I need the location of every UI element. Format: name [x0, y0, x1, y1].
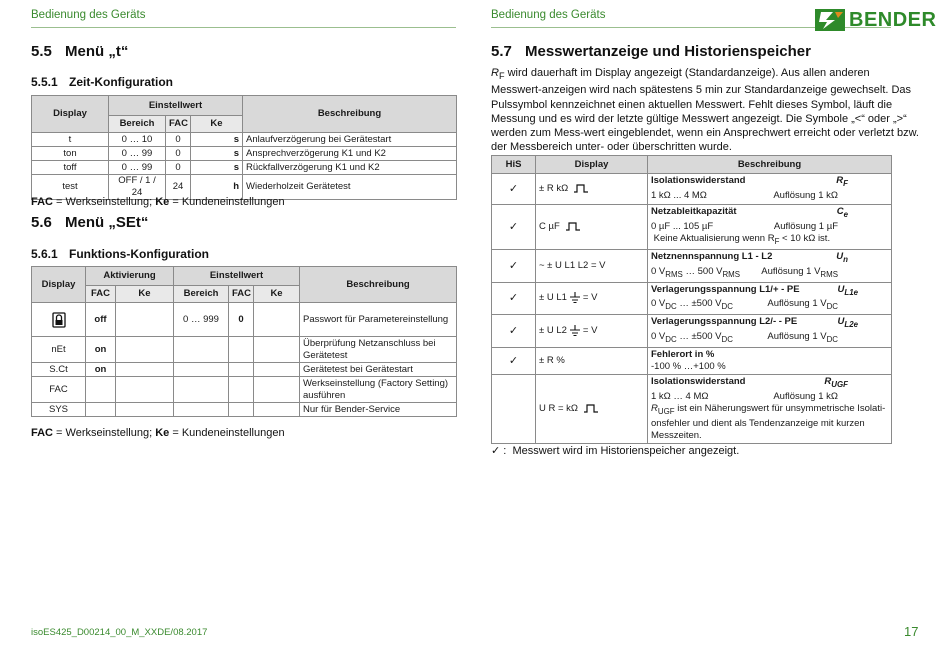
- measurement-table: [491, 155, 892, 444]
- cell-ke-unit: s: [191, 133, 243, 147]
- cell-description: Anlaufverzögerung bei Gerätestart: [243, 133, 457, 147]
- cell-display: ~ ± U L1 L2 = V: [536, 249, 648, 282]
- legend-note-2: [31, 427, 285, 439]
- cell-display: [32, 303, 86, 337]
- display-unit: = V: [582, 325, 598, 337]
- display-text: ± U L2: [539, 325, 567, 337]
- desc-symbol: R: [824, 376, 832, 388]
- paragraph-text: wird dauerhaft im Display angezeigt (Standardanzeige). Aus allen anderen Messwert-anzeigen wird nach spätestens 5 min zur Standardanzeige gewechselt. Das Pulssymbol kennzeichnet einen aktuellen Messwert. Fehlt dieses Symbol, läuft die Messung und es wird der letzte gültige Messwert angezeigt. Die Symbole „<“ oder „>“ werden zum Mess-wert eingeblendet, wenn ein Ansprechwert erreicht oder verletzt bzw. der Messbereich unter- oder überschritten wurde.: [491, 67, 919, 154]
- cell-description: [648, 315, 892, 348]
- history-check-icon: ✓: [492, 315, 536, 348]
- desc-note-text: Keine Aktualisierung wenn R: [653, 232, 775, 244]
- cell-ke: [254, 377, 300, 403]
- range-max: … ±500 V: [676, 298, 722, 310]
- display-unit: = V: [582, 292, 598, 304]
- cell-display: [536, 174, 648, 205]
- cell-ke: [254, 337, 300, 363]
- cell-fac: [229, 403, 254, 417]
- section-title: Menü „SEt“: [65, 214, 149, 231]
- col-fac: FAC: [229, 286, 254, 303]
- cell-description: [648, 282, 892, 315]
- cell-range: 0 … 999: [174, 303, 229, 337]
- section-5-7-heading: [491, 43, 811, 60]
- cell-act-ke: [116, 377, 174, 403]
- ground-icon: [570, 325, 580, 336]
- table-row: [32, 377, 457, 403]
- range-min: 0 V: [651, 265, 666, 277]
- cell-display: toff: [32, 161, 109, 175]
- desc-resolution: Auflösung 1 µF: [773, 220, 838, 232]
- desc-note-sub: F: [774, 236, 780, 246]
- cell-range: 0 … 10: [109, 133, 166, 147]
- resolution-text: Auflösung 1 V: [767, 298, 827, 310]
- cell-act-ke: [116, 337, 174, 363]
- col-description: Beschreibung: [300, 267, 457, 303]
- table-row: [492, 205, 892, 250]
- cell-display: ± R %: [536, 348, 648, 375]
- history-check-icon: ✓: [492, 205, 536, 250]
- desc-title: Verlagerungsspannung L2/- - PE: [651, 316, 798, 328]
- cell-act-ke: [116, 303, 174, 337]
- page-number: 17: [904, 624, 919, 639]
- history-check-icon: ✓: [492, 348, 536, 375]
- cell-display: nEt: [32, 337, 86, 363]
- note-fac: FAC: [31, 196, 53, 208]
- cell-description: Rückfallverzögerung K1 und K2: [243, 161, 457, 175]
- desc-note-tail: < 10 kΩ ist.: [779, 232, 831, 244]
- col-ke: Ke: [254, 286, 300, 303]
- resolution-sub: RMS: [820, 269, 838, 279]
- pulse-icon: [574, 184, 588, 193]
- cell-display: [536, 205, 648, 250]
- resolution-sub: DC: [826, 335, 838, 345]
- desc-note: [651, 403, 888, 442]
- col-his: HiS: [492, 156, 536, 174]
- desc-symbol: U: [837, 316, 845, 328]
- desc-symbol-sub: e: [843, 209, 848, 219]
- cell-range: [174, 337, 229, 363]
- col-display: Display: [32, 267, 86, 303]
- cell-description: [648, 348, 892, 375]
- table-row: [32, 161, 457, 175]
- table-row: [492, 174, 892, 205]
- col-setting: Einstellwert: [109, 96, 243, 116]
- range-min-sub: DC: [665, 302, 677, 312]
- intro-paragraph: [491, 66, 921, 154]
- resolution-sub: DC: [826, 302, 838, 312]
- desc-symbol: U: [837, 283, 845, 295]
- cell-description: [648, 249, 892, 282]
- display-text: ± U L1: [539, 292, 567, 304]
- cell-act-fac: [86, 403, 116, 417]
- cell-ke-unit: s: [191, 161, 243, 175]
- note-ke-text: = Kundeneinstellungen: [169, 427, 285, 439]
- resolution-text: Auflösung 1 V: [761, 265, 821, 277]
- document-id: isoES425_D00214_00_M_XXDE/08.2017: [31, 627, 208, 638]
- desc-title: Netzableitkapazität: [651, 206, 737, 217]
- section-title: Zeit-Konfiguration: [69, 75, 173, 89]
- legend-text: Messwert wird im Historienspeicher angezeigt.: [512, 445, 740, 457]
- note-ke: Ke: [155, 196, 170, 208]
- cell-range: [174, 363, 229, 377]
- desc-range: [651, 331, 733, 346]
- cell-description: [648, 205, 892, 250]
- desc-resolution: Auflösung 1 kΩ: [773, 391, 838, 403]
- table-row: [32, 147, 457, 161]
- cell-act-ke: [116, 403, 174, 417]
- desc-resolution: Auflösung 1 kΩ: [773, 189, 838, 201]
- cell-display: FAC: [32, 377, 86, 403]
- cell-description: [648, 375, 892, 444]
- section-title: Menü „t“: [65, 43, 129, 60]
- desc-range: 0 µF ... 105 µF: [651, 220, 714, 232]
- cell-fac: 0: [166, 133, 191, 147]
- cell-display: [536, 282, 648, 315]
- history-check-icon: ✓: [492, 174, 536, 205]
- table-row: [32, 303, 457, 337]
- history-check-icon: ✓: [492, 282, 536, 315]
- history-check-icon: ✓: [492, 249, 536, 282]
- cell-ke-unit: h: [191, 175, 243, 200]
- cell-fac: 24: [166, 175, 191, 200]
- range-max: … 500 V: [682, 265, 723, 277]
- pulse-icon: [584, 404, 598, 413]
- cell-range: OFF / 1 / 24: [109, 175, 166, 200]
- desc-symbol-sub: n: [843, 254, 848, 264]
- table-row: [32, 403, 457, 417]
- cell-act-fac: [86, 377, 116, 403]
- bender-logo: [815, 8, 936, 32]
- check-icon: ✓ :: [491, 445, 507, 457]
- cell-act-fac: on: [86, 363, 116, 377]
- range-max: … ±500 V: [676, 331, 722, 343]
- range-max-sub: DC: [721, 302, 733, 312]
- cell-ke-unit: s: [191, 147, 243, 161]
- table-row: [492, 282, 892, 315]
- note-fac: FAC: [31, 427, 53, 439]
- col-activation: Aktivierung: [86, 267, 174, 286]
- cell-display: [536, 375, 648, 444]
- range-max-sub: DC: [721, 335, 733, 345]
- cell-display: ton: [32, 147, 109, 161]
- section-number: 5.7: [491, 43, 512, 60]
- desc-symbol: R: [836, 175, 844, 186]
- cell-fac: [229, 337, 254, 363]
- range-min: 0 V: [651, 331, 666, 343]
- col-setting: Einstellwert: [174, 267, 300, 286]
- desc-symbol: C: [836, 206, 844, 217]
- logo-text: BENDER: [849, 8, 937, 31]
- table-row: [492, 348, 892, 375]
- cell-act-ke: [116, 363, 174, 377]
- desc-symbol-sub: UGF: [831, 380, 848, 390]
- cell-display: t: [32, 133, 109, 147]
- note-ke: Ke: [155, 427, 170, 439]
- desc-note-tail: ist ein Näherungswert für unsymmetrische Isolati-onsfehler und dient als Tendenzanzeige mit kurzen Messzeiten.: [651, 403, 886, 441]
- cell-range: [174, 377, 229, 403]
- desc-range: 1 kΩ … 4 MΩ: [651, 391, 709, 403]
- cell-description: [648, 174, 892, 205]
- pulse-icon: [566, 222, 580, 231]
- desc-symbol: U: [836, 250, 844, 262]
- cell-ke: [254, 363, 300, 377]
- resolution-text: Auflösung 1 V: [767, 331, 827, 343]
- rf-subscript: F: [498, 71, 505, 82]
- section-title: Messwertanzeige und Historienspeicher: [525, 43, 811, 60]
- table-row: [492, 249, 892, 282]
- range-min-sub: DC: [665, 335, 677, 345]
- lock-icon: [52, 312, 66, 328]
- cell-fac: 0: [166, 147, 191, 161]
- desc-note-sub: UGF: [657, 406, 675, 416]
- display-text: C µF: [539, 220, 560, 232]
- table-row: [32, 133, 457, 147]
- col-display: Display: [536, 156, 648, 174]
- desc-title: Fehlerort in %: [651, 349, 715, 361]
- desc-range: [651, 298, 733, 313]
- cell-display: SYS: [32, 403, 86, 417]
- section-title: Funktions-Konfiguration: [69, 247, 209, 261]
- table-row: [32, 337, 457, 363]
- cell-range: [174, 403, 229, 417]
- table-row: [492, 375, 892, 444]
- desc-symbol-sub: L1e: [844, 287, 858, 297]
- desc-title: Verlagerungsspannung L1/+ - PE: [651, 283, 800, 295]
- cell-act-fac: on: [86, 337, 116, 363]
- desc-symbol-sub: F: [843, 178, 848, 188]
- note-fac-text: = Werkseinstellung;: [53, 196, 156, 208]
- desc-note-symbol: R: [651, 403, 658, 415]
- cell-fac: [229, 377, 254, 403]
- display-text: U R = kΩ: [539, 403, 579, 415]
- cell-ke: [254, 403, 300, 417]
- desc-symbol-sub: L2e: [844, 320, 858, 330]
- section-5-5-heading: [31, 43, 128, 60]
- range-min-sub: RMS: [665, 269, 683, 279]
- cell-fac: 0: [229, 303, 254, 337]
- cell-fac: 0: [166, 161, 191, 175]
- section-5-6-heading: [31, 214, 148, 231]
- col-range: Bereich: [109, 116, 166, 133]
- ground-icon: [570, 292, 580, 303]
- section-5-6-1-heading: [31, 247, 209, 261]
- desc-range: [651, 266, 740, 281]
- desc-title: Isolationswiderstand: [651, 376, 746, 388]
- cell-act-fac: off: [86, 303, 116, 337]
- desc-title: Netznennspannung L1 - L2: [651, 250, 773, 262]
- desc-resolution: [767, 298, 838, 313]
- table-row: [32, 363, 457, 377]
- desc-resolution: [767, 331, 838, 346]
- cell-description: Überprüfung Netzanschluss bei Gerätetest: [300, 337, 457, 363]
- section-number: 5.6: [31, 214, 52, 231]
- range-min: 0 V: [651, 298, 666, 310]
- section-number: 5.6.1: [31, 247, 58, 261]
- desc-range: -100 % …+100 %: [651, 361, 726, 373]
- cell-description: Wiederholzeit Gerätetest: [243, 175, 457, 200]
- section-number: 5.5.1: [31, 75, 58, 89]
- col-act-fac: FAC: [86, 286, 116, 303]
- history-legend: [491, 444, 739, 457]
- note-ke-text: = Kundeneinstellungen: [169, 196, 285, 208]
- header-rule-left: [31, 27, 456, 28]
- col-fac: FAC: [166, 116, 191, 133]
- cell-fac: [229, 363, 254, 377]
- function-config-table: [31, 266, 457, 417]
- section-number: 5.5: [31, 43, 52, 60]
- cell-description: Werkseinstellung (Factory Setting) ausführen: [300, 377, 457, 403]
- range-max-sub: RMS: [722, 269, 741, 279]
- col-act-ke: Ke: [116, 286, 174, 303]
- bender-logo-icon: [815, 9, 845, 31]
- cell-description: Ansprechverzögerung K1 und K2: [243, 147, 457, 161]
- col-range: Bereich: [174, 286, 229, 303]
- cell-range: 0 … 99: [109, 147, 166, 161]
- cell-range: 0 … 99: [109, 161, 166, 175]
- desc-title: Isolationswiderstand: [651, 175, 746, 186]
- table-row: [492, 315, 892, 348]
- section-5-5-1-heading: [31, 75, 173, 89]
- desc-note: [651, 233, 888, 248]
- time-config-table: [31, 95, 457, 200]
- rf-symbol: R: [491, 67, 499, 79]
- cell-display: [536, 315, 648, 348]
- cell-display: test: [32, 175, 109, 200]
- col-display: Display: [32, 96, 109, 133]
- desc-range: 1 kΩ ... 4 MΩ: [651, 189, 707, 201]
- display-text: ± R kΩ: [539, 183, 569, 194]
- desc-resolution: [761, 266, 838, 281]
- cell-description: Gerätetest bei Gerätestart: [300, 363, 457, 377]
- cell-description: Passwort für Parametereinstellung: [300, 303, 457, 337]
- header-left: Bedienung des Geräts: [31, 9, 146, 21]
- note-fac-text: = Werkseinstellung;: [53, 427, 156, 439]
- legend-note-1: [31, 196, 285, 208]
- col-description: Beschreibung: [243, 96, 457, 133]
- cell-his-empty: [492, 375, 536, 444]
- col-description: Beschreibung: [648, 156, 892, 174]
- cell-display: S.Ct: [32, 363, 86, 377]
- cell-ke: [254, 303, 300, 337]
- cell-description: Nur für Bender-Service: [300, 403, 457, 417]
- col-ke: Ke: [191, 116, 243, 133]
- header-right: Bedienung des Geräts: [491, 9, 606, 21]
